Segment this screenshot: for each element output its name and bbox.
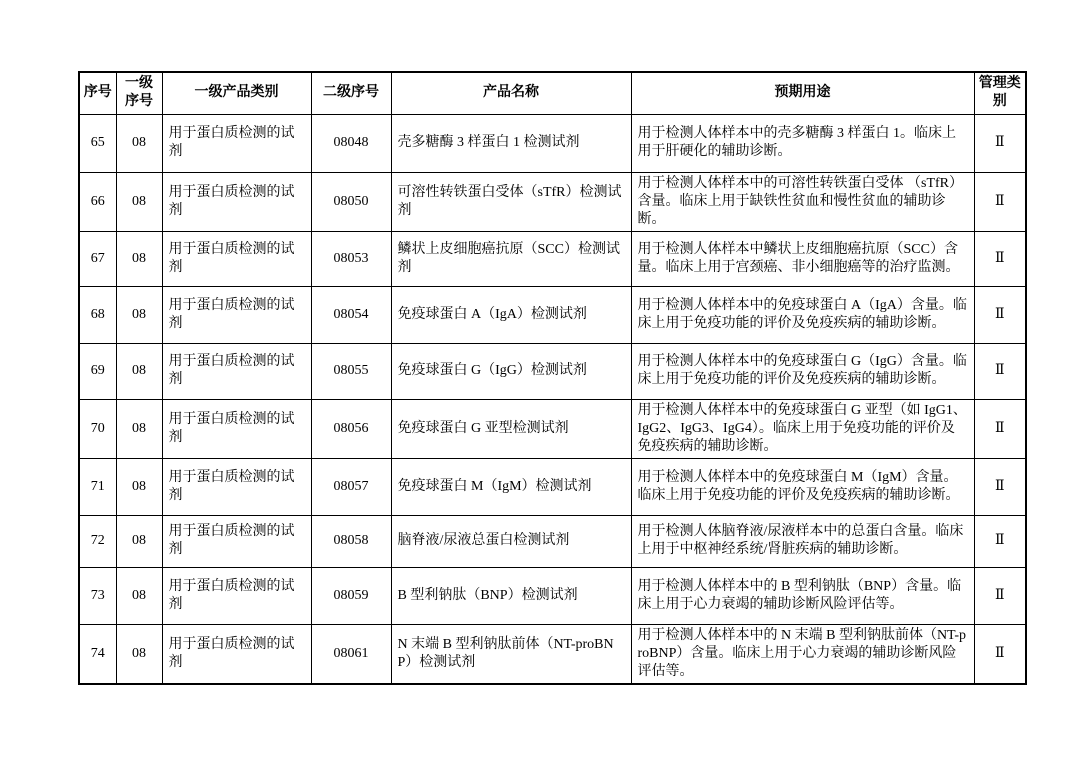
cell-category: 用于蛋白质检测的试剂 (162, 399, 311, 458)
table-row (79, 624, 1026, 684)
cell-intended_use: 用于检测人体样本中鳞状上皮细胞癌抗原（SCC）含量。临床上用于宫颈癌、非小细胞癌等的治疗监测。 (631, 231, 974, 286)
cell-mgmt_class: Ⅱ (974, 399, 1026, 458)
cell-category: 用于蛋白质检测的试剂 (162, 624, 311, 684)
column-header-category: 一级产品类别 (162, 72, 311, 114)
cell-mgmt_class: Ⅱ (974, 231, 1026, 286)
cell-level2_no: 08058 (311, 515, 391, 567)
table-header (79, 72, 1026, 114)
cell-level1_no: 08 (116, 114, 162, 172)
cell-no: 71 (79, 458, 116, 515)
column-header-intended_use: 预期用途 (631, 72, 974, 114)
column-header-mgmt_class: 管理类别 (974, 72, 1026, 114)
cell-product_name: N 末端 B 型利钠肽前体（NT-proBNP）检测试剂 (391, 624, 631, 684)
table-row (79, 286, 1026, 343)
cell-product_name: 壳多糖酶 3 样蛋白 1 检测试剂 (391, 114, 631, 172)
cell-mgmt_class: Ⅱ (974, 624, 1026, 684)
cell-intended_use: 用于检测人体样本中的可溶性转铁蛋白受体 （sTfR）含量。临床上用于缺铁性贫血和慢性贫血的辅助诊断。 (631, 172, 974, 231)
cell-category: 用于蛋白质检测的试剂 (162, 515, 311, 567)
cell-product_name: 免疫球蛋白 G 亚型检测试剂 (391, 399, 631, 458)
cell-level2_no: 08061 (311, 624, 391, 684)
cell-level2_no: 08057 (311, 458, 391, 515)
cell-level1_no: 08 (116, 172, 162, 231)
column-header-no: 序号 (79, 72, 116, 114)
cell-level1_no: 08 (116, 231, 162, 286)
cell-level2_no: 08055 (311, 343, 391, 399)
cell-category: 用于蛋白质检测的试剂 (162, 286, 311, 343)
cell-level2_no: 08053 (311, 231, 391, 286)
cell-level2_no: 08048 (311, 114, 391, 172)
cell-level2_no: 08050 (311, 172, 391, 231)
classification-table (78, 71, 1027, 685)
cell-mgmt_class: Ⅱ (974, 114, 1026, 172)
cell-category: 用于蛋白质检测的试剂 (162, 114, 311, 172)
cell-no: 70 (79, 399, 116, 458)
cell-category: 用于蛋白质检测的试剂 (162, 231, 311, 286)
cell-mgmt_class: Ⅱ (974, 343, 1026, 399)
column-header-level1_no: 一级序号 (116, 72, 162, 114)
cell-product_name: 免疫球蛋白 A（IgA）检测试剂 (391, 286, 631, 343)
cell-mgmt_class: Ⅱ (974, 172, 1026, 231)
cell-no: 74 (79, 624, 116, 684)
cell-level1_no: 08 (116, 515, 162, 567)
table-row (79, 343, 1026, 399)
cell-level1_no: 08 (116, 458, 162, 515)
cell-no: 65 (79, 114, 116, 172)
cell-level2_no: 08056 (311, 399, 391, 458)
cell-product_name: 鳞状上皮细胞癌抗原（SCC）检测试剂 (391, 231, 631, 286)
table-row (79, 567, 1026, 624)
cell-product_name: B 型利钠肽（BNP）检测试剂 (391, 567, 631, 624)
cell-no: 69 (79, 343, 116, 399)
table-row (79, 458, 1026, 515)
cell-product_name: 免疫球蛋白 M（IgM）检测试剂 (391, 458, 631, 515)
cell-no: 66 (79, 172, 116, 231)
cell-intended_use: 用于检测人体样本中的 N 末端 B 型利钠肽前体（NT-proBNP）含量。临床上用于心力衰竭的辅助诊断风险评估等。 (631, 624, 974, 684)
cell-intended_use: 用于检测人体脑脊液/尿液样本中的总蛋白含量。临床上用于中枢神经系统/肾脏疾病的辅助诊断。 (631, 515, 974, 567)
column-header-product_name: 产品名称 (391, 72, 631, 114)
cell-level1_no: 08 (116, 624, 162, 684)
cell-no: 67 (79, 231, 116, 286)
cell-category: 用于蛋白质检测的试剂 (162, 343, 311, 399)
cell-intended_use: 用于检测人体样本中的免疫球蛋白 G 亚型（如 IgG1、IgG2、IgG3、IgG4）。临床上用于免疫功能的评价及免疫疾病的辅助诊断。 (631, 399, 974, 458)
cell-mgmt_class: Ⅱ (974, 286, 1026, 343)
column-header-level2_no: 二级序号 (311, 72, 391, 114)
cell-product_name: 脑脊液/尿液总蛋白检测试剂 (391, 515, 631, 567)
cell-category: 用于蛋白质检测的试剂 (162, 458, 311, 515)
cell-level2_no: 08059 (311, 567, 391, 624)
cell-intended_use: 用于检测人体样本中的免疫球蛋白 A（IgA）含量。临床上用于免疫功能的评价及免疫疾病的辅助诊断。 (631, 286, 974, 343)
table-row (79, 114, 1026, 172)
table-body (79, 114, 1026, 684)
table-row (79, 515, 1026, 567)
cell-intended_use: 用于检测人体样本中的 B 型利钠肽（BNP）含量。临床上用于心力衰竭的辅助诊断风险评估等。 (631, 567, 974, 624)
cell-no: 68 (79, 286, 116, 343)
table-row (79, 231, 1026, 286)
cell-level2_no: 08054 (311, 286, 391, 343)
table-row (79, 172, 1026, 231)
cell-level1_no: 08 (116, 286, 162, 343)
table-row (79, 399, 1026, 458)
cell-level1_no: 08 (116, 567, 162, 624)
cell-mgmt_class: Ⅱ (974, 515, 1026, 567)
cell-mgmt_class: Ⅱ (974, 458, 1026, 515)
cell-product_name: 可溶性转铁蛋白受体（sTfR）检测试剂 (391, 172, 631, 231)
cell-level1_no: 08 (116, 343, 162, 399)
cell-no: 72 (79, 515, 116, 567)
cell-product_name: 免疫球蛋白 G（IgG）检测试剂 (391, 343, 631, 399)
cell-mgmt_class: Ⅱ (974, 567, 1026, 624)
cell-no: 73 (79, 567, 116, 624)
cell-intended_use: 用于检测人体样本中的免疫球蛋白 G（IgG）含量。临床上用于免疫功能的评价及免疫疾病的辅助诊断。 (631, 343, 974, 399)
cell-intended_use: 用于检测人体样本中的壳多糖酶 3 样蛋白 1。临床上用于肝硬化的辅助诊断。 (631, 114, 974, 172)
cell-category: 用于蛋白质检测的试剂 (162, 567, 311, 624)
cell-category: 用于蛋白质检测的试剂 (162, 172, 311, 231)
cell-intended_use: 用于检测人体样本中的免疫球蛋白 M（IgM）含量。临床上用于免疫功能的评价及免疫疾病的辅助诊断。 (631, 458, 974, 515)
cell-level1_no: 08 (116, 399, 162, 458)
table-header-row (79, 72, 1026, 114)
